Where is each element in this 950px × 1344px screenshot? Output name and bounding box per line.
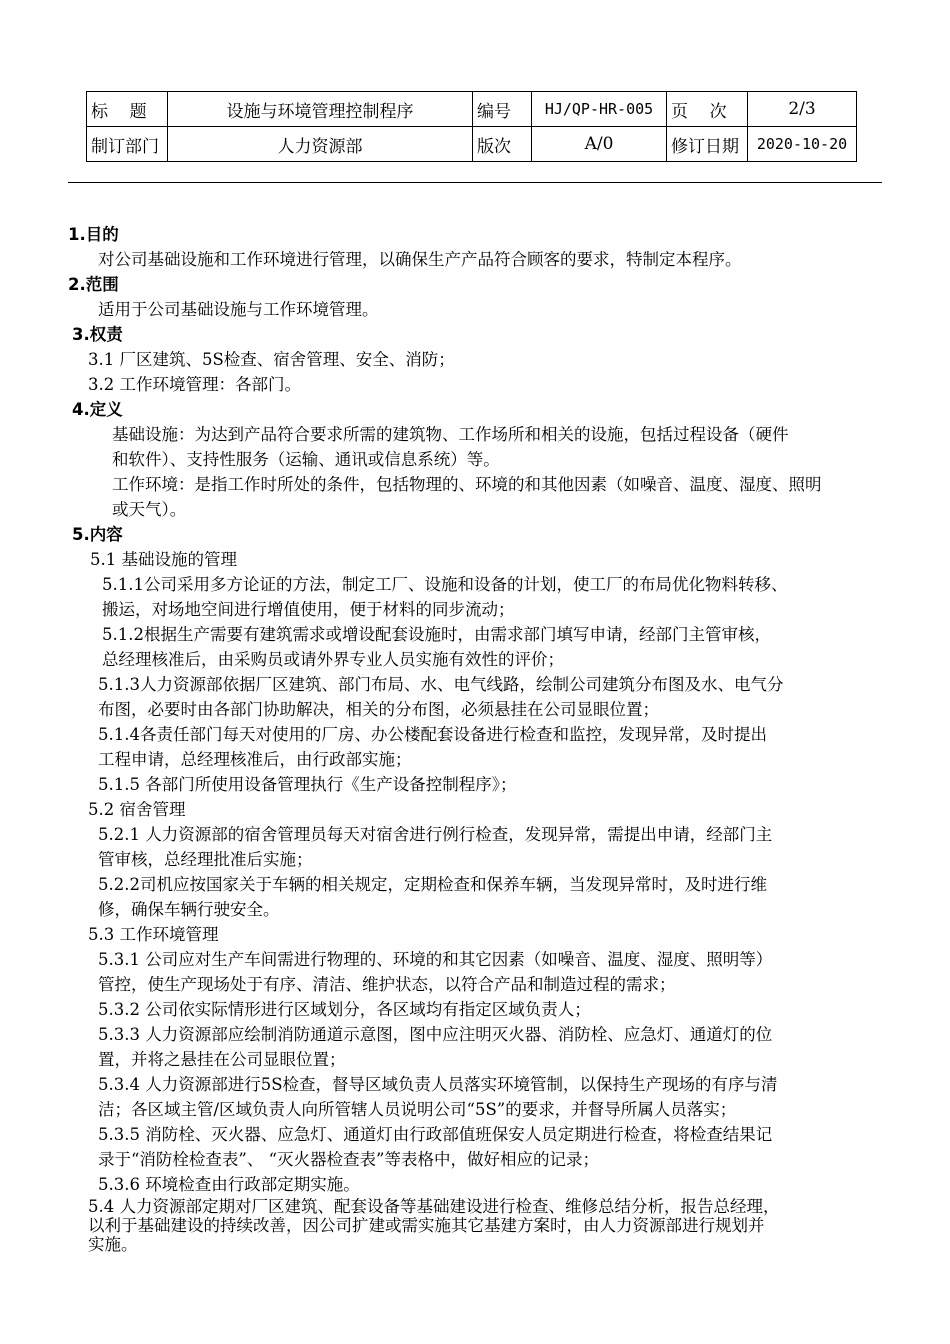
paragraph: 实施。 xyxy=(88,1235,138,1254)
paragraph: 基础设施：为达到产品符合要求所需的建筑物、工作场所和相关的设施，包括过程设备（硬件 xyxy=(112,425,789,444)
paragraph: 5.1.1公司采用多方论证的方法，制定工厂、设施和设备的计划，使工厂的布局优化物料转移、 xyxy=(102,575,788,594)
paragraph: 5.3.1 公司应对生产车间需进行物理的、环境的和其它因素（如噪音、温度、湿度、照明等） xyxy=(98,950,773,969)
paragraph: 和软件）、支持性服务（运输、通讯或信息系统）等。 xyxy=(112,450,500,469)
paragraph: 或天气）。 xyxy=(112,500,187,519)
dept-value: 人力资源部 xyxy=(168,127,473,162)
paragraph: 修，确保车辆行驶安全。 xyxy=(98,900,280,919)
number-value: HJ/QP-HR-005 xyxy=(532,92,667,127)
paragraph: 5.3.2 公司依实际情形进行区域划分，各区域均有指定区域负责人； xyxy=(98,1000,591,1019)
paragraph: 工程申请，总经理核准后，由行政部实施； xyxy=(98,750,412,769)
paragraph: 3.2 工作环境管理：各部门。 xyxy=(88,375,301,394)
paragraph: 5.1.2根据生产需要有建筑需求或增设配套设施时，由需求部门填写申请，经部门主管审核， xyxy=(102,625,771,644)
header-divider xyxy=(68,182,882,183)
subsection-heading: 5.3 工作环境管理 xyxy=(88,925,219,944)
paragraph: 以利于基础建设的持续改善，因公司扩建或需实施其它基建方案时，由人力资源部进行规划并 xyxy=(88,1216,765,1235)
paragraph: 管控，使生产现场处于有序、清洁、维护状态，以符合产品和制造过程的需求； xyxy=(98,975,676,994)
section-heading: 1.目的 xyxy=(68,225,119,244)
paragraph: 5.4 人力资源部定期对厂区建筑、配套设备等基础建设进行检查、维修总结分析，报告总经理， xyxy=(88,1197,780,1216)
version-value: A/0 xyxy=(532,127,667,162)
dept-label: 制订部门 xyxy=(87,127,168,162)
subsection-heading: 5.2 宿舍管理 xyxy=(88,800,186,819)
paragraph: 搬运，对场地空间进行增值使用，便于材料的同步流动； xyxy=(102,600,515,619)
rev-date-value: 2020-10-20 xyxy=(748,127,857,162)
paragraph: 总经理核准后，由采购员或请外界专业人员实施有效性的评价； xyxy=(102,650,564,669)
page-value: 2/3 xyxy=(748,92,857,127)
paragraph: 对公司基础设施和工作环境进行管理，以确保生产产品符合顾客的要求，特制定本程序。 xyxy=(98,250,742,269)
number-label: 编号 xyxy=(473,92,532,127)
paragraph: 5.1.3人力资源部依据厂区建筑、部门布局、水、电气线路，绘制公司建筑分布图及水、电气分 xyxy=(98,675,784,694)
paragraph: 5.3.4 人力资源部进行5S检查，督导区域负责人员落实环境管制，以保持生产现场的有序与清 xyxy=(98,1075,778,1094)
section-heading: 4.定义 xyxy=(72,400,123,419)
paragraph: 布图，必要时由各部门协助解决，相关的分布图，必须悬挂在公司显眼位置； xyxy=(98,700,659,719)
subsection-heading: 5.1 基础设施的管理 xyxy=(90,550,237,569)
paragraph: 5.2.2司机应按国家关于车辆的相关规定，定期检查和保养车辆，当发现异常时，及时进行维 xyxy=(98,875,767,894)
document-body xyxy=(68,222,884,1254)
paragraph: 3.1 厂区建筑、5S检查、宿舍管理、安全、消防； xyxy=(88,350,455,369)
header-row-2 xyxy=(87,127,857,162)
paragraph: 录于“消防栓检查表”、 “灭火器检查表”等表格中，做好相应的记录； xyxy=(98,1150,599,1169)
paragraph: 5.1.5 各部门所使用设备管理执行《生产设备控制程序》； xyxy=(98,775,517,794)
header-row-1 xyxy=(87,92,857,127)
paragraph: 工作环境：是指工作时所处的条件，包括物理的、环境的和其他因素（如噪音、温度、湿度、照明 xyxy=(112,475,822,494)
title-label: 标 题 xyxy=(87,92,168,127)
paragraph: 适用于公司基础设施与工作环境管理。 xyxy=(98,300,379,319)
rev-date-label: 修订日期 xyxy=(667,127,748,162)
title-value: 设施与环境管理控制程序 xyxy=(168,92,473,127)
section-heading: 5.内容 xyxy=(72,525,123,544)
page-label: 页 次 xyxy=(667,92,748,127)
paragraph: 洁；各区域主管/区域负责人向所管辖人员说明公司“5S”的要求，并督导所属人员落实； xyxy=(98,1100,737,1119)
section-heading: 2.范围 xyxy=(68,275,119,294)
paragraph: 5.3.6 环境检查由行政部定期实施。 xyxy=(98,1175,360,1194)
paragraph: 5.2.1 人力资源部的宿舍管理员每天对宿舍进行例行检查，发现异常，需提出申请，经部门主 xyxy=(98,825,773,844)
paragraph: 管审核，总经理批准后实施； xyxy=(98,850,313,869)
paragraph: 5.1.4各责任部门每天对使用的厂房、办公楼配套设备进行检查和监控，发现异常，及时提出 xyxy=(98,725,767,744)
paragraph: 5.3.5 消防栓、灭火器、应急灯、通道灯由行政部值班保安人员定期进行检查，将检查结果记 xyxy=(98,1125,773,1144)
section-heading: 3.权责 xyxy=(72,325,123,344)
paragraph: 5.3.3 人力资源部应绘制消防通道示意图，图中应注明灭火器、消防栓、应急灯、通道灯的位 xyxy=(98,1025,773,1044)
paragraph: 置，并将之悬挂在公司显眼位置； xyxy=(98,1050,346,1069)
version-label: 版次 xyxy=(473,127,532,162)
document-header-table xyxy=(86,91,857,162)
